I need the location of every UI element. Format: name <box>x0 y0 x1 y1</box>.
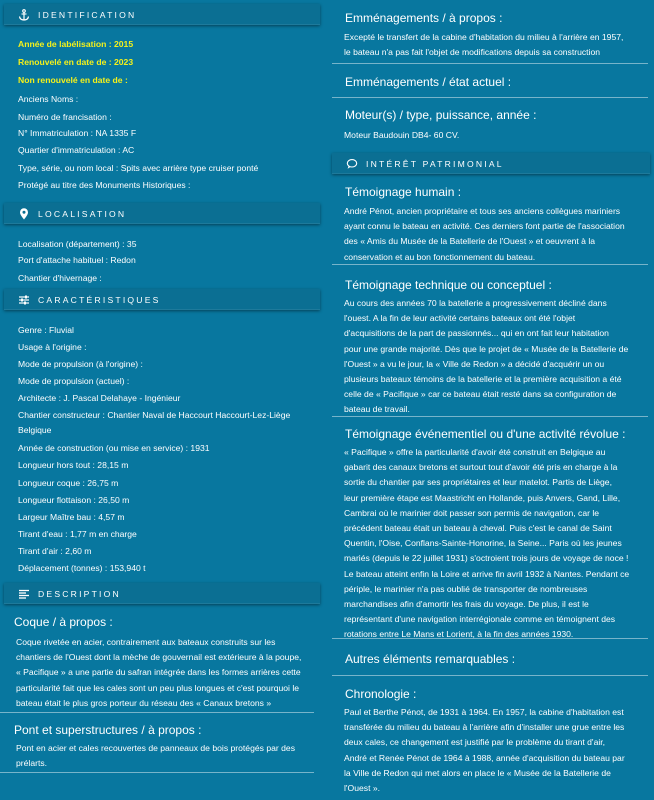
text-line: André et Renée Pénot de 1964 à 1988, année d'acquisition du bateau par <box>344 752 625 763</box>
text-line: prélarts. <box>16 758 48 769</box>
text-line: deux cales, ce changement est justifié par le problème du tirant d'air, <box>344 737 606 748</box>
renouvele-label: Renouvelé en date de : <box>18 57 112 67</box>
annee-label: Année de labélisation : <box>18 39 112 49</box>
text-line: chantiers de l'Ouest dont la mèche de gouvernail est extérieure à la poupe, <box>16 652 302 663</box>
car-field: Belgique <box>18 425 52 435</box>
identification-title: IDENTIFICATION <box>38 9 137 20</box>
emm-propos-text <box>344 30 654 60</box>
sliders-icon <box>18 294 30 306</box>
car-field: Longueur flottaison : 26,50 m <box>18 495 130 505</box>
car-field: Genre : Fluvial <box>18 325 74 335</box>
id-field: Type, série, ou nom local : Spits avec arrière type cruiser ponté <box>18 163 259 173</box>
technique-text <box>344 296 654 418</box>
coque-title: Coque / à propos : <box>14 615 113 629</box>
text-line: Au cours des années 70 la batellerie a progressivement décliné dans <box>344 298 607 308</box>
text-line: Cambrai où le marinier doit passer son permis de navigation, car le <box>344 507 600 518</box>
interet-header <box>332 153 650 174</box>
car-field: Largeur Maître bau : 4,57 m <box>18 512 125 522</box>
divider <box>332 675 648 676</box>
text-line: Coque rivetée en acier, contrairement aux bateaux construits sur les <box>16 637 276 647</box>
renouvele <box>18 57 133 67</box>
text-line: d'acquisitions de la part de passionnés... qui en ont fait leur habitation <box>344 328 609 339</box>
evenementiel-text <box>344 445 654 643</box>
pont-title: Pont et superstructures / à propos : <box>14 723 202 737</box>
divider <box>332 63 648 64</box>
emm-propos-title: Emménagements / à propos : <box>345 11 503 25</box>
car-field: Mode de propulsion (à l'origine) : <box>18 359 143 369</box>
text-line: transférée du milieu du bateau à l'arrière afin d'installer une grue entre les <box>344 722 625 733</box>
moteur-title: Moteur(s) / type, puissance, année : <box>345 108 537 122</box>
text-line: plusieurs bateaux témoins de la batellerie et la première acquisition a été <box>344 374 622 385</box>
coque-section <box>0 610 314 713</box>
align-left-icon <box>18 588 30 600</box>
annee-labelisation <box>18 39 133 49</box>
caracteristiques-header <box>4 289 320 310</box>
text-line: l'ouest. A la fin de leur activité certains bateaux ont été l'objet <box>344 313 576 324</box>
car-field: Chantier constructeur : Chantier Naval de Haccourt Haccourt-Lez-Liège <box>18 410 291 420</box>
divider <box>332 416 648 417</box>
loc-field: Port d'attache habituel : Redon <box>18 255 136 265</box>
id-field: N° Immatriculation : NA 1335 F <box>18 128 137 138</box>
caracteristiques-title: CARACTÉRISTIQUES <box>38 294 161 305</box>
pont-section <box>0 716 314 773</box>
text-line: marchandises afin d'amortir les frais du voyage. De plus, il est le <box>344 599 589 610</box>
comment-icon <box>346 158 358 170</box>
id-field: Protégé au titre des Monuments Historiques : <box>18 180 191 190</box>
text-line: gabarit des canaux bretons et surtout tout d'avoir été pris en charge à la <box>344 462 618 473</box>
text-line: Quentin, l'Oise, Conflans-Sainte-Honorine, la Seine... Paris où les jeunes <box>344 538 622 549</box>
divider <box>332 264 648 265</box>
text-line: le bateau n'a pas fait l'objet de modifications depuis sa construction <box>344 47 600 58</box>
text-line: des « Amis du Musée de la Batellerie de l'Ouest » et oeuvrent à la <box>344 236 596 247</box>
text-line: Paul et Berthe Pénot, de 1931 à 1964. En 1957, la cabine d'habitation est <box>344 707 624 717</box>
humain-text <box>344 204 654 265</box>
text-line: sortie du chantier par ses propriétaires et leur matelot. Partis de Liège, <box>344 477 612 488</box>
localisation-title: LOCALISATION <box>38 208 127 219</box>
humain-title: Témoignage humain : <box>345 185 462 199</box>
car-field: Usage à l'origine : <box>18 342 87 352</box>
chronologie-text <box>344 705 654 796</box>
id-field: Numéro de francisation : <box>18 112 112 122</box>
car-field: Longueur coque : 26,75 m <box>18 478 119 488</box>
text-line: mariés (depuis le 22 juillet 1931) s'octroient trois jours de voyage de noce ! <box>344 553 629 564</box>
text-line: Pont en acier et cales recouvertes de panneaux de bois protégés par des <box>16 743 295 753</box>
text-line: périple, le marinier n'a pas oublié de transporter de nombreuses <box>344 583 588 594</box>
car-field: Déplacement (tonnes) : 153,940 t <box>18 563 146 573</box>
renouvele-value: 2023 <box>111 57 134 67</box>
description-title: DESCRIPTION <box>38 588 121 599</box>
car-field: Longueur hors tout : 28,15 m <box>18 460 129 470</box>
id-field: Quartier d'immatriculation : AC <box>18 145 135 155</box>
text-line: leur première étape est Maastricht en Hollande, puis Anvers, Gand, Lille, <box>344 492 621 503</box>
text-line: représentant d'une navigation interrégionale comme en témoignent des <box>344 614 616 625</box>
divider <box>332 97 648 98</box>
autres-title: Autres éléments remarquables : <box>345 652 516 666</box>
car-field: Mode de propulsion (actuel) : <box>18 376 130 386</box>
map-marker-icon <box>18 208 30 220</box>
loc-field: Chantier d'hivernage : <box>18 273 102 283</box>
coque-text <box>16 635 316 711</box>
car-field: Architecte : J. Pascal Delahaye - Ingénieur <box>18 393 181 403</box>
text-line: pour une grande majorité. Dès que le projet de « Musée de la Batellerie de <box>344 343 629 354</box>
moteur-value: Moteur Baudouin DB4- 60 CV. <box>344 130 460 140</box>
car-field: Tirant d'air : 2,60 m <box>18 546 92 556</box>
text-line: particularité fait que les cales sont un peu plus longues et c'est pourquoi le <box>16 682 300 693</box>
localisation-header <box>4 203 320 224</box>
description-header <box>4 583 320 604</box>
text-line: rotations entre Le Mans et Lorient, à la fin des années 1930. <box>344 629 574 640</box>
text-line: « Pacifique » offre la particularité d'avoir été construit en Belgique au <box>344 447 606 457</box>
id-field: Anciens Noms : <box>18 94 79 104</box>
technique-title: Témoignage technique ou conceptuel : <box>345 278 552 292</box>
car-field: Année de construction (ou mise en service) : 1931 <box>18 443 210 453</box>
text-line: bateau était le plus gros porteur du réseau des « Canaux bretons » <box>16 697 272 708</box>
car-field: Tirant d'eau : 1,77 m en charge <box>18 529 137 539</box>
text-line: Le bateau atteint enfin la Loire et arrive fin avril 1932 à Nantes. Pendant ce <box>344 568 630 579</box>
text-line: Excepté le transfert de la cabine d'habitation du milieu à l'arrière en 1957, <box>344 32 624 42</box>
identification-header <box>4 4 320 25</box>
divider <box>332 638 648 639</box>
text-line: la Ville de Redon qui met alors en place le « Musée de la Batellerie de <box>344 767 611 778</box>
loc-field: Localisation (département) : 35 <box>18 239 137 249</box>
text-line: André Pénot, ancien propriétaire et tous ses anciens collègues mariniers <box>344 206 621 216</box>
text-line: celle de « Pacifique » car ce bateau était resté dans sa configuration de <box>344 389 617 400</box>
text-line: l'Ouest » a vu le jour, la « Ville de Redon » a décidé d'acquérir un ou <box>344 358 605 369</box>
pont-text <box>16 741 316 771</box>
chronologie-title: Chronologie : <box>345 687 417 701</box>
emm-actuel-title: Emménagements / état actuel : <box>345 75 512 89</box>
text-line: bateau de travail. <box>344 404 410 415</box>
text-line: « Pacifique » a une partie du safran intégrée dans les formes arrières cette <box>16 667 301 678</box>
non-renouvele: Non renouvelé en date de : <box>18 75 128 85</box>
annee-value: 2015 <box>111 39 134 49</box>
interet-title: INTÉRÊT PATRIMONIAL <box>366 158 504 169</box>
text-line: l'Ouest ». <box>344 783 381 794</box>
evenementiel-title: Témoignage événementiel ou d'une activité révolue : <box>345 427 626 441</box>
text-line: précédent bateau était un bateau à cheval. Puis c'est le canal de Saint <box>344 523 612 534</box>
text-line: ayant connu le bateau en activité. Ces derniers font partie de l'association <box>344 221 625 232</box>
text-line: conservation et au bon fonctionnement du bateau. <box>344 251 536 262</box>
anchor-icon <box>18 9 30 21</box>
